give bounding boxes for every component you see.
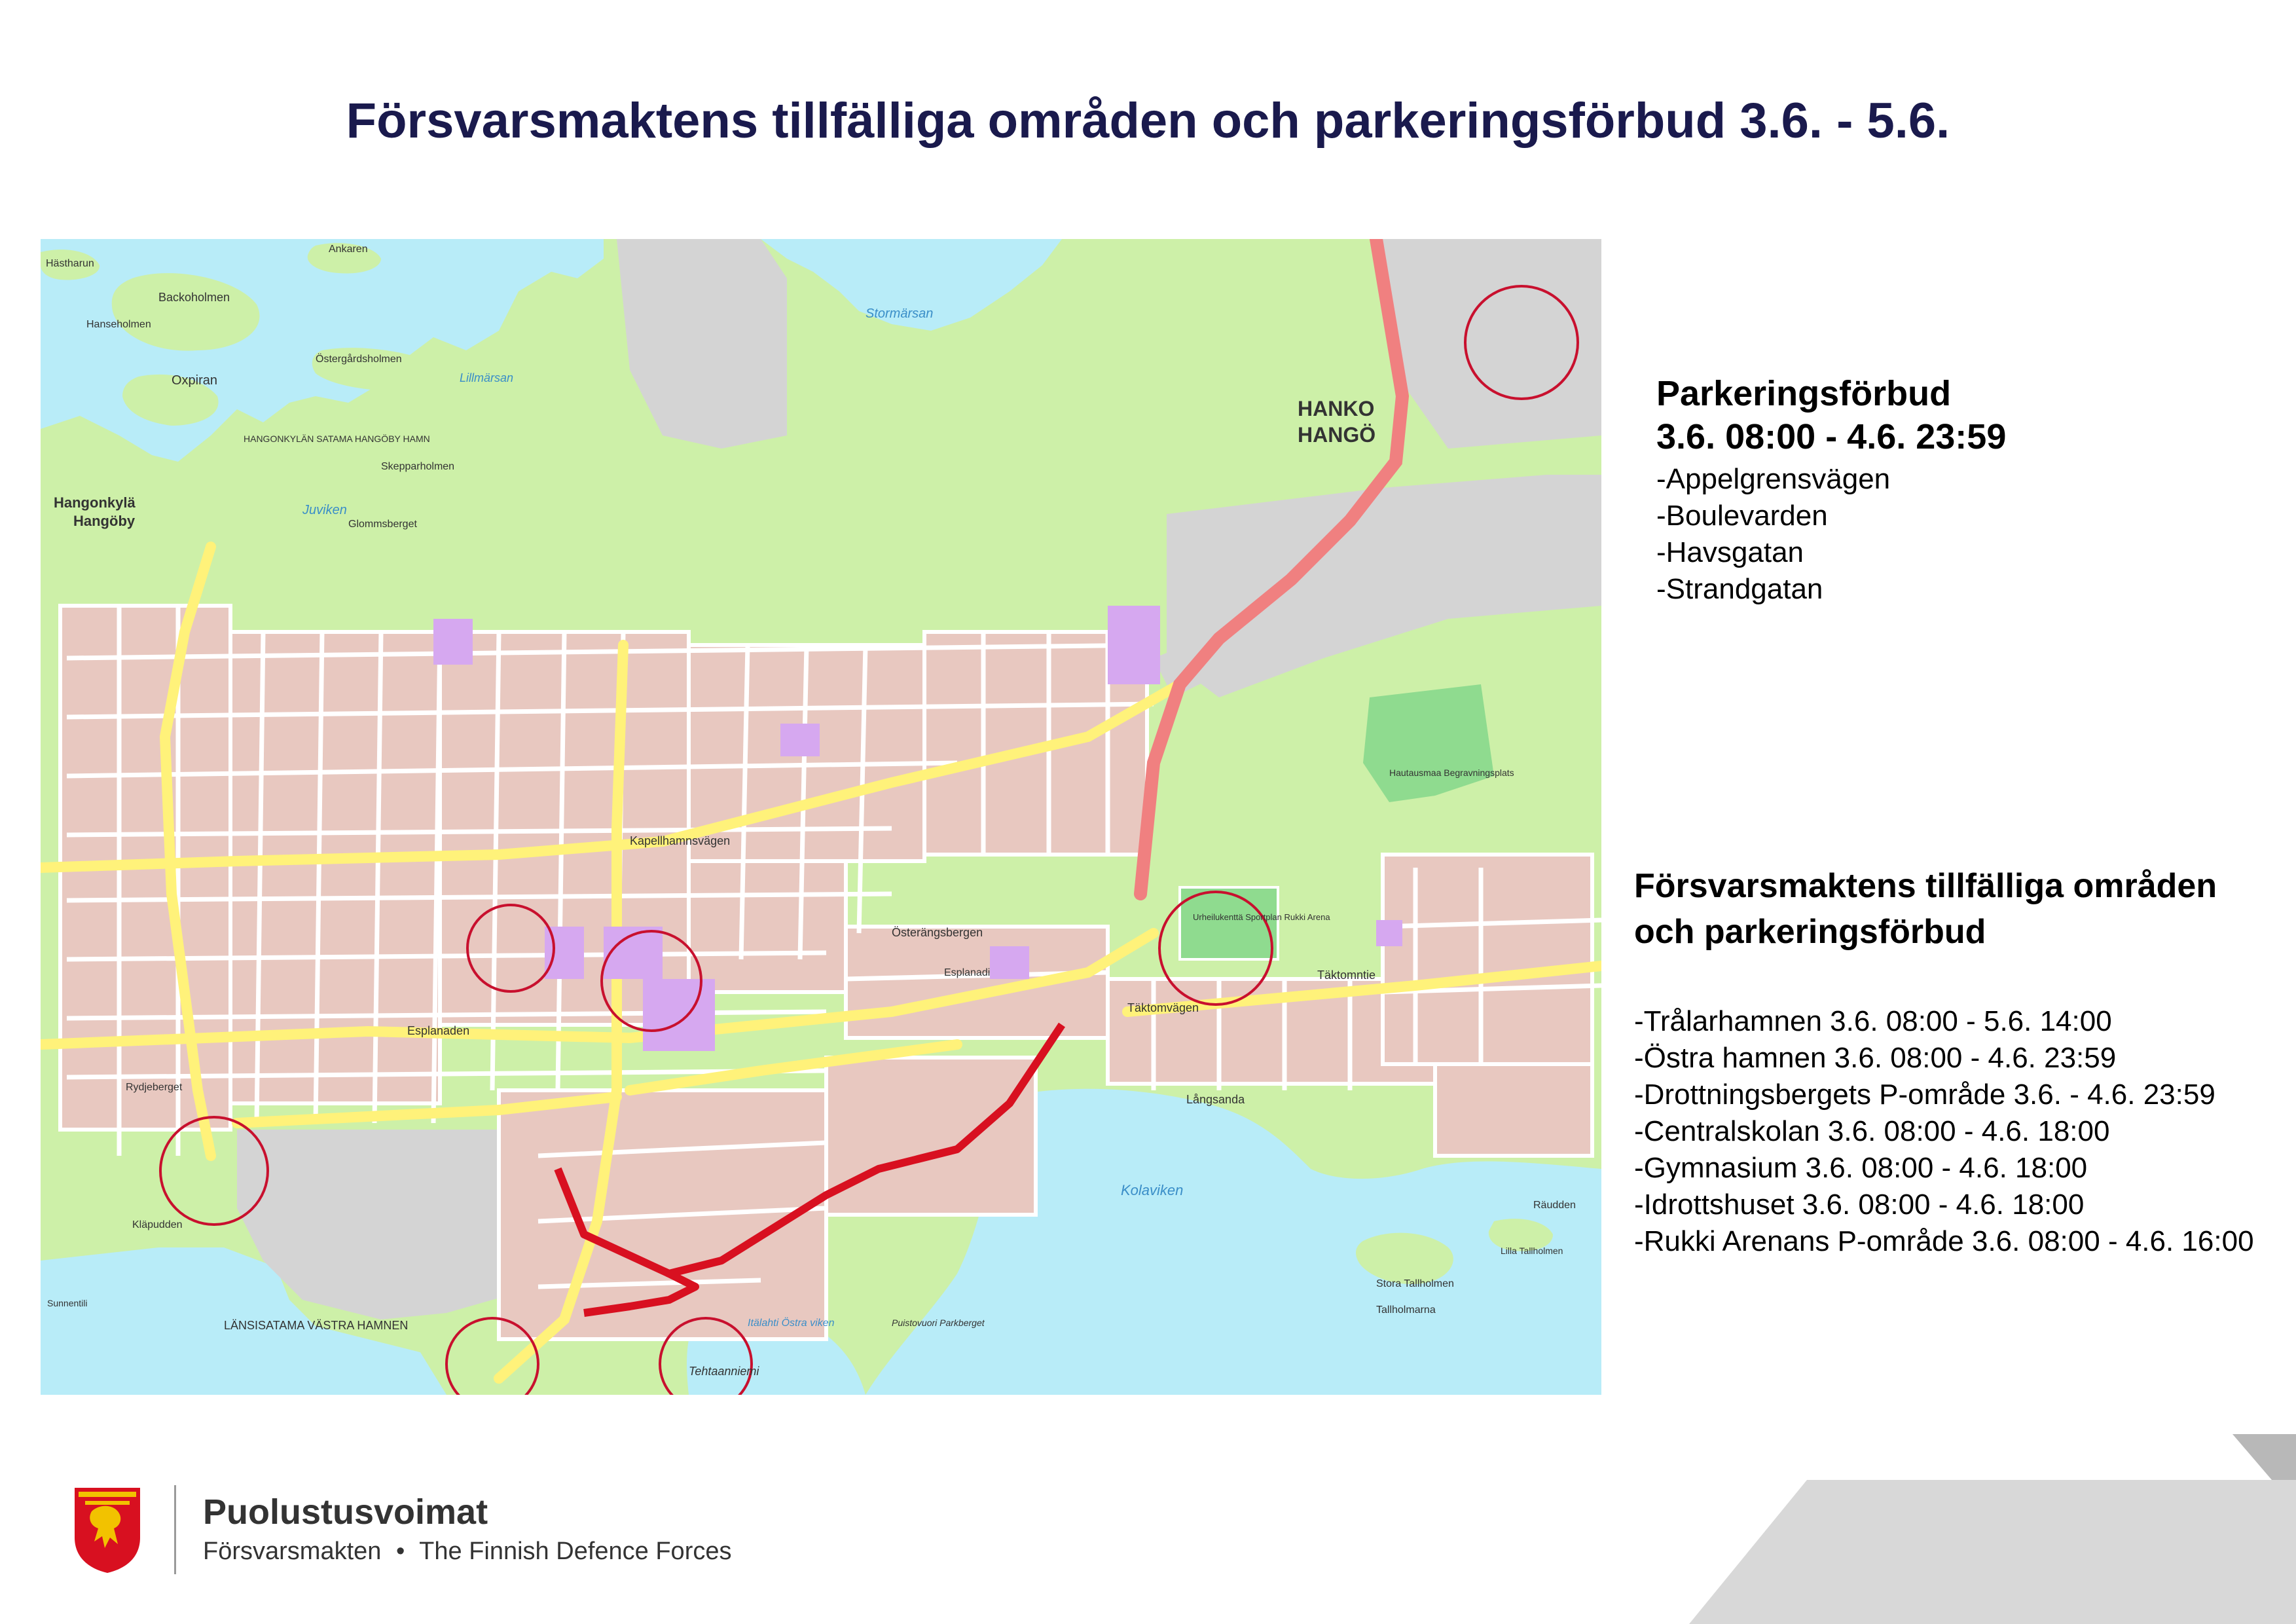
map-label-stormarsan: Stormärsan <box>866 306 934 321</box>
temporary-area-item: -Östra hamnen 3.6. 08:00 - 4.6. 23:59 <box>1634 1042 2117 1074</box>
parking-ban-street: -Havsgatan <box>1656 536 1804 568</box>
logo-bullet: • <box>395 1538 405 1565</box>
page-title: Försvarsmaktens tillfälliga områden och parkeringsförbud 3.6. - 5.6. <box>346 93 1950 149</box>
map-label-lillmarsan: Lillmärsan <box>460 371 514 384</box>
map-label-kolaviken: Kolaviken <box>1121 1182 1184 1198</box>
map-label-backoholmen: Backoholmen <box>158 291 230 304</box>
map-label-hango: HANGÖ <box>1298 423 1376 447</box>
temporary-area-item: -Gymnasium 3.6. 08:00 - 4.6. 18:00 <box>1634 1152 2088 1184</box>
temporary-area-item: -Centralskolan 3.6. 08:00 - 4.6. 18:00 <box>1634 1115 2110 1147</box>
map-sports-field <box>1180 887 1278 959</box>
parking-ban-heading-line2: 3.6. 08:00 - 4.6. 23:59 <box>1656 417 2007 456</box>
temporary-areas-heading-line2: och parkeringsförbud <box>1634 913 1986 951</box>
temporary-areas-list <box>1634 1003 2254 1260</box>
temporary-area-item: -Drottningsbergets P-område 3.6. - 4.6. 23:59 <box>1634 1079 2215 1111</box>
map-label-hastharun: Hästharun <box>46 258 94 269</box>
temporary-area-item: -Idrottshuset 3.6. 08:00 - 4.6. 18:00 <box>1634 1189 2085 1221</box>
map-label-oxpiran: Oxpiran <box>172 373 218 388</box>
map-label-juviken: Juviken <box>302 503 347 517</box>
map[interactable] <box>41 239 1601 1395</box>
map-label-hamn: HANGONKYLÄN SATAMA HANGÖBY HAMN <box>244 434 430 444</box>
map-label-hangoby: Hangöby <box>73 513 136 529</box>
map-label-raudden: Räudden <box>1533 1200 1576 1211</box>
parking-ban-streets <box>1656 461 1890 608</box>
map-label-kapellhamnsvagen: Kapellhamnsvägen <box>630 834 731 847</box>
temporary-areas-heading-line1: Försvarsmaktens tillfälliga områden <box>1634 867 2217 905</box>
map-label-klappudden: Kläpudden <box>132 1219 183 1230</box>
map-label-idrottsplan: Urheilukenttä Sportplan Rukki Arena <box>1193 912 1330 922</box>
temporary-area-item: -Rukki Arenans P-område 3.6. 08:00 - 4.6. 16:00 <box>1634 1225 2254 1257</box>
parking-ban-street: -Strandgatan <box>1656 573 1823 605</box>
map-label-hangonkyla: Hangonkylä <box>54 494 136 511</box>
logo-name: Puolustusvoimat <box>203 1492 488 1532</box>
parking-ban-heading <box>1656 372 2006 458</box>
map-label-osterangsbergen: Österängsbergen <box>892 926 983 939</box>
map-label-hanseholmen: Hanseholmen <box>86 319 151 330</box>
map-label-tallholmarna: Tallholmarna <box>1376 1304 1436 1316</box>
map-label-langsanda: Långsanda <box>1186 1093 1245 1106</box>
map-label-lilla-tallholmen: Lilla Tallholmen <box>1501 1246 1563 1256</box>
logo-subtitle-left: Försvarsmakten <box>203 1538 382 1565</box>
map-label-skepparholmen: Skepparholmen <box>381 461 455 472</box>
defence-forces-shield-icon <box>72 1485 143 1574</box>
map-label-parkberget: Puistovuori Parkberget <box>892 1318 985 1328</box>
temporary-area-item: -Trålarhamnen 3.6. 08:00 - 5.6. 14:00 <box>1634 1005 2112 1037</box>
parking-ban-street: -Boulevarden <box>1656 500 1828 532</box>
map-label-glommsberget: Glommsberget <box>348 519 417 530</box>
map-label-sunnentil: Sunnentili <box>47 1298 88 1308</box>
map-label-hanko: HANKO <box>1298 397 1375 420</box>
parking-ban-street: -Appelgrensvägen <box>1656 463 1891 495</box>
logo-subtitle <box>203 1535 731 1568</box>
map-label-ryddeberget: Rydjeberget <box>126 1082 183 1093</box>
temporary-areas-heading <box>1634 863 2217 955</box>
logo-subtitle-right: The Finnish Defence Forces <box>419 1538 732 1565</box>
parking-ban-heading-line1: Parkeringsförbud <box>1656 374 1952 413</box>
map-label-takomontie: Täktomntie <box>1317 969 1376 982</box>
map-label-tehtaanniemi: Tehtaanniemi <box>689 1365 759 1378</box>
map-label-ostergardsholmen: Östergårdsholmen <box>316 354 402 365</box>
corner-decoration <box>1689 1434 2296 1624</box>
map-canvas[interactable] <box>41 239 1601 1395</box>
map-label-ankaren: Ankaren <box>329 244 368 255</box>
map-label-ostra-viken: Itälahti Östra viken <box>748 1318 835 1329</box>
map-label-esplanaden: Esplanaden <box>407 1024 470 1037</box>
map-label-esplanadi: Esplanadi <box>944 967 991 978</box>
map-label-takomovagen: Täktomvägen <box>1127 1001 1199 1014</box>
map-label-stora-tallholmen: Stora Tallholmen <box>1376 1278 1454 1289</box>
map-label-begravningsplats: Hautausmaa Begravningsplats <box>1389 767 1514 778</box>
logo-divider <box>174 1485 176 1574</box>
map-label-lansisatama: LÄNSISATAMA VÄSTRA HAMNEN <box>224 1319 409 1332</box>
